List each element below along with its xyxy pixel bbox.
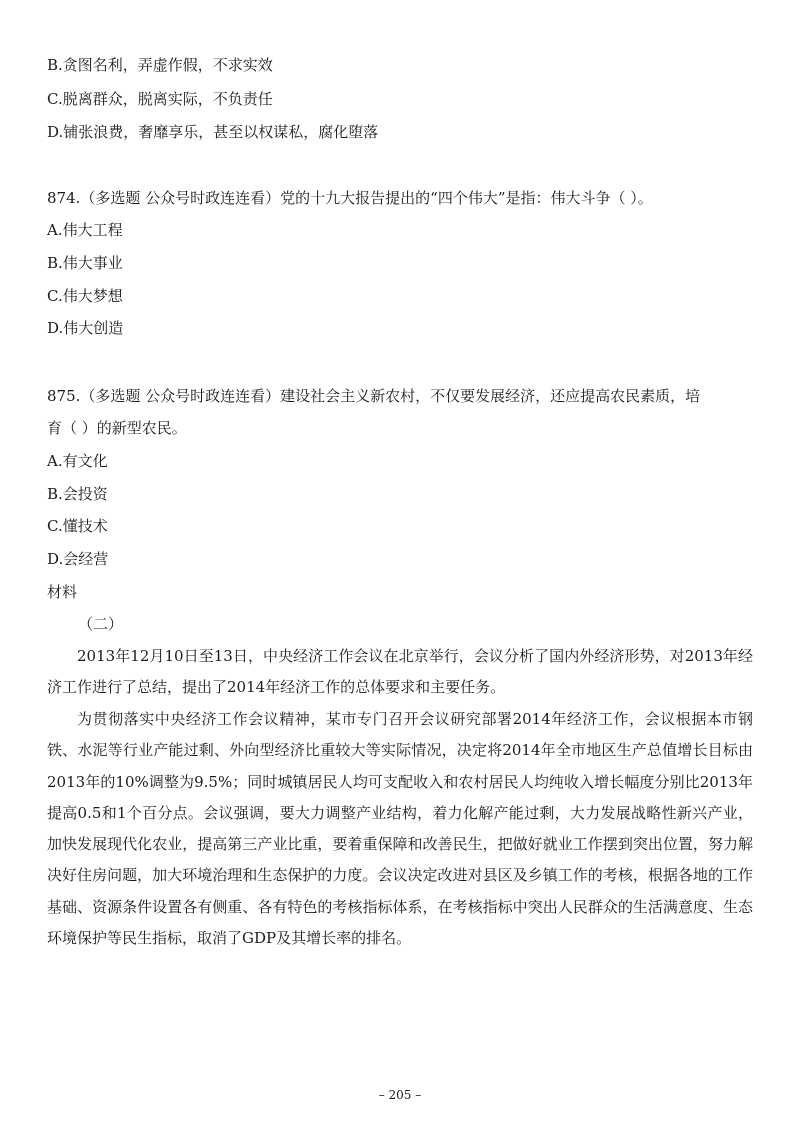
q875-option-b: B.会投资	[47, 485, 108, 503]
q875-option-c: C.懂技术	[47, 517, 108, 535]
question-875-stem-line2: 育（ ）的新型农民。	[47, 419, 187, 437]
q874-option-d: D.伟大创造	[47, 319, 124, 337]
page-number: – 205 –	[378, 1088, 422, 1102]
q874-option-a: A.伟大工程	[47, 221, 123, 239]
q875-option-d: D.会经营	[47, 550, 109, 568]
material-paragraph-1: 2013年12月10日至13日，中央经济工作会议在北京举行，会议分析了国内外经济形势，对2013年经济工作进行了总结，提出了2014年经济工作的总体要求和主要任务。	[47, 647, 753, 697]
q874-option-c: C.伟大梦想	[47, 287, 123, 305]
material-label: 材料	[47, 583, 78, 601]
q874-option-b: B.伟大事业	[47, 254, 123, 272]
q875-option-a: A.有文化	[47, 452, 108, 470]
question-875-stem-line1: 875.（多选题 公众号时政连连看）建设社会主义新农村，不仅要发展经济，还应提高农民素质，培	[47, 387, 701, 405]
material-section-heading: （二）	[78, 615, 124, 633]
option-b: B.贪图名利，弄虚作假，不求实效	[47, 56, 273, 74]
option-c: C.脱离群众，脱离实际，不负责任	[47, 90, 273, 108]
question-874-stem: 874.（多选题 公众号时政连连看）党的十九大报告提出的“四个伟大”是指：伟大斗争（ ）。	[47, 189, 653, 207]
material-paragraph-2: 为贯彻落实中央经济工作会议精神，某市专门召开会议研究部署2014年经济工作，会议根据本市钢铁、水泥等行业产能过剩、外向型经济比重较大等实际情况，决定将2014年全市地区生产总值增长目标由2013年的10%调整为9.5%；同时城镇居民人均可支配收入和农村居民人均纯收入增长幅度分别比2013年提高0.5和1个百分点。会议强调，要大力调整产业结构，着力化解产能过剩，大力发展战略性新兴产业，加快发展现代化农业，提高第三产业比重，要着重保障和改善民生，把做好就业工作摆到突出位置，努力解决好住房问题，加大环境治理和生态保护的力度。会议决定改进对县区及乡镇工作的考核，根据各地的工作基础、资源条件设置各有侧重、各有特色的考核指标体系，在考核指标中突出人民群众的生活满意度、生态环境保护等民生指标，取消了GDP及其增长率的排名。	[47, 710, 753, 948]
option-d: D.铺张浪费，奢靡享乐，甚至以权谋私，腐化堕落	[47, 123, 379, 141]
